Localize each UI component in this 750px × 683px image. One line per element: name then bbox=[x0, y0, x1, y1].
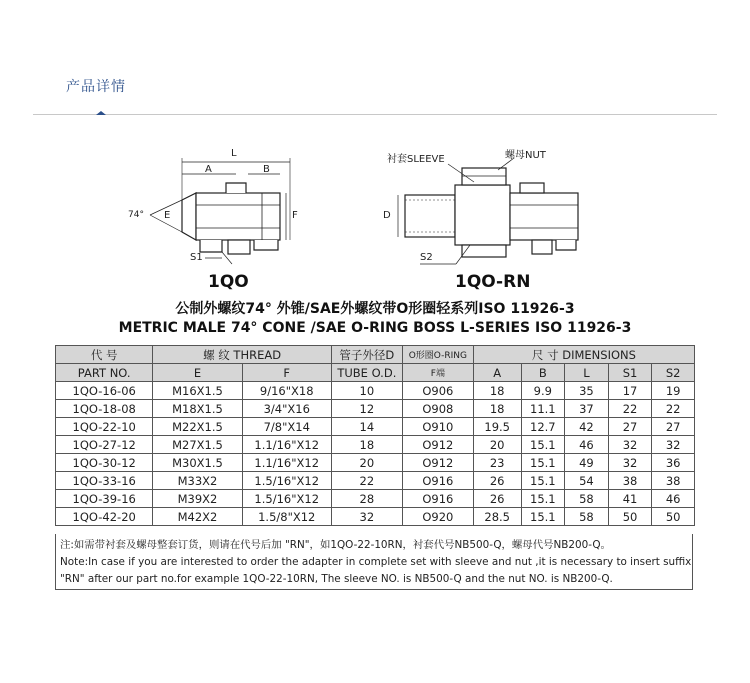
cell-dim-l: 42 bbox=[565, 418, 609, 436]
cell-dim-a: 26 bbox=[473, 490, 521, 508]
fitting-drawings bbox=[0, 140, 750, 290]
order-note bbox=[55, 534, 693, 590]
cell-dim-b: 12.7 bbox=[521, 418, 565, 436]
cell-thread-e: M33X2 bbox=[153, 472, 242, 490]
table-row bbox=[56, 508, 695, 526]
cell-part-no: 1QO-22-10 bbox=[56, 418, 153, 436]
header-l: L bbox=[565, 364, 609, 382]
nut-label: 螺母NUT bbox=[505, 150, 546, 161]
section-title: 产品详情 bbox=[66, 79, 126, 95]
cell-dim-b: 15.1 bbox=[521, 490, 565, 508]
cell-thread-e: M22X1.5 bbox=[153, 418, 242, 436]
cell-oring: O910 bbox=[402, 418, 473, 436]
cell-part-no: 1QO-33-16 bbox=[56, 472, 153, 490]
cell-tube-od: 20 bbox=[331, 454, 402, 472]
header-b: B bbox=[521, 364, 565, 382]
cell-dim-l: 35 bbox=[565, 382, 609, 400]
cell-oring: O908 bbox=[402, 400, 473, 418]
cell-dim-s1: 17 bbox=[608, 382, 652, 400]
cell-part-no: 1QO-16-06 bbox=[56, 382, 153, 400]
dim-f-label: F bbox=[292, 210, 298, 221]
cell-dim-s1: 41 bbox=[608, 490, 652, 508]
header-oring: O形圈O-RING bbox=[402, 346, 473, 364]
cell-dim-a: 18 bbox=[473, 382, 521, 400]
cell-tube-od: 32 bbox=[331, 508, 402, 526]
cell-dim-s2: 19 bbox=[652, 382, 695, 400]
cell-dim-b: 15.1 bbox=[521, 472, 565, 490]
cell-dim-s2: 46 bbox=[652, 490, 695, 508]
drawing-1qo-name: 1QO bbox=[208, 272, 249, 292]
cell-dim-a: 26 bbox=[473, 472, 521, 490]
cell-dim-a: 19.5 bbox=[473, 418, 521, 436]
cell-thread-f: 9/16"X18 bbox=[242, 382, 331, 400]
cell-tube-od: 22 bbox=[331, 472, 402, 490]
spec-title-cn: 公制外螺纹74° 外锥/SAE外螺纹带O形圈轻系列ISO 11926-3 bbox=[175, 301, 575, 317]
cell-dim-s1: 27 bbox=[608, 418, 652, 436]
dim-e-label: E bbox=[164, 210, 171, 221]
cell-thread-e: M30X1.5 bbox=[153, 454, 242, 472]
cell-dim-s1: 32 bbox=[608, 436, 652, 454]
cell-dim-s2: 27 bbox=[652, 418, 695, 436]
cell-part-no: 1QO-27-12 bbox=[56, 436, 153, 454]
header-code: 代 号 bbox=[56, 346, 153, 364]
cell-dim-b: 15.1 bbox=[521, 454, 565, 472]
cell-dim-l: 54 bbox=[565, 472, 609, 490]
table-group-header-row bbox=[56, 346, 695, 364]
cell-oring: O920 bbox=[402, 508, 473, 526]
cell-thread-f: 1.1/16"X12 bbox=[242, 436, 331, 454]
cell-dim-b: 15.1 bbox=[521, 508, 565, 526]
cell-thread-e: M42X2 bbox=[153, 508, 242, 526]
cell-tube-od: 14 bbox=[331, 418, 402, 436]
cell-dim-s1: 38 bbox=[608, 472, 652, 490]
cell-dim-s1: 32 bbox=[608, 454, 652, 472]
header-tube: 管子外径D bbox=[331, 346, 402, 364]
cell-thread-f: 7/8"X14 bbox=[242, 418, 331, 436]
header-e: E bbox=[153, 364, 242, 382]
table-row bbox=[56, 454, 695, 472]
cell-thread-e: M16X1.5 bbox=[153, 382, 242, 400]
header-s1: S1 bbox=[608, 364, 652, 382]
header-f: F bbox=[242, 364, 331, 382]
cell-dim-a: 23 bbox=[473, 454, 521, 472]
header-s2: S2 bbox=[652, 364, 695, 382]
cell-tube-od: 28 bbox=[331, 490, 402, 508]
sleeve-label: 衬套SLEEVE bbox=[387, 154, 445, 165]
cell-thread-f: 1.5/16"X12 bbox=[242, 472, 331, 490]
table-row bbox=[56, 382, 695, 400]
cell-dim-a: 20 bbox=[473, 436, 521, 454]
note-line-cn: 注:如需带衬套及螺母整套订货，则请在代号后加 "RN"，如1QO-22-10RN，衬套代号NB500-Q，螺母代号NB200-Q。 bbox=[60, 539, 611, 551]
cell-dim-l: 37 bbox=[565, 400, 609, 418]
fitting-1qo-rn-drawing bbox=[398, 158, 578, 264]
cell-dim-l: 58 bbox=[565, 490, 609, 508]
cell-dim-s2: 22 bbox=[652, 400, 695, 418]
table-row bbox=[56, 400, 695, 418]
cell-dim-s2: 36 bbox=[652, 454, 695, 472]
cell-dim-s1: 50 bbox=[608, 508, 652, 526]
cell-dim-s2: 32 bbox=[652, 436, 695, 454]
header-part-no: PART NO. bbox=[56, 364, 153, 382]
dim-l-label: L bbox=[231, 148, 237, 159]
cell-oring: O916 bbox=[402, 490, 473, 508]
header-tube-od: TUBE O.D. bbox=[331, 364, 402, 382]
dim-s2-label: S2 bbox=[420, 252, 433, 263]
cell-part-no: 1QO-39-16 bbox=[56, 490, 153, 508]
header-dimensions: 尺 寸 DIMENSIONS bbox=[473, 346, 694, 364]
cell-oring: O912 bbox=[402, 436, 473, 454]
table-row bbox=[56, 436, 695, 454]
cell-thread-e: M18X1.5 bbox=[153, 400, 242, 418]
cell-dim-s2: 38 bbox=[652, 472, 695, 490]
cell-thread-f: 1.5/16"X12 bbox=[242, 490, 331, 508]
cell-dim-a: 18 bbox=[473, 400, 521, 418]
cell-dim-l: 46 bbox=[565, 436, 609, 454]
dim-d-label: D bbox=[383, 210, 391, 221]
table-row bbox=[56, 490, 695, 508]
cell-dim-l: 49 bbox=[565, 454, 609, 472]
cell-oring: O912 bbox=[402, 454, 473, 472]
cell-dim-b: 9.9 bbox=[521, 382, 565, 400]
cell-part-no: 1QO-18-08 bbox=[56, 400, 153, 418]
header-thread: 螺 纹 THREAD bbox=[153, 346, 332, 364]
cell-thread-f: 1.1/16"X12 bbox=[242, 454, 331, 472]
table-row bbox=[56, 472, 695, 490]
header-a: A bbox=[473, 364, 521, 382]
table-row bbox=[56, 418, 695, 436]
table-sub-header-row bbox=[56, 364, 695, 382]
cell-thread-e: M39X2 bbox=[153, 490, 242, 508]
header-f-end: F端 bbox=[402, 364, 473, 382]
dim-angle-label: 74° bbox=[128, 210, 144, 220]
dim-b-label: B bbox=[263, 164, 270, 175]
note-line-en-1: Note:In case if you are interested to order the adapter in complete set with sleeve and nut ,it is necessary to insert suffix bbox=[60, 556, 692, 568]
cell-oring: O906 bbox=[402, 382, 473, 400]
cell-thread-e: M27X1.5 bbox=[153, 436, 242, 454]
cell-tube-od: 10 bbox=[331, 382, 402, 400]
cell-part-no: 1QO-42-20 bbox=[56, 508, 153, 526]
header-marker bbox=[96, 111, 106, 115]
spec-table bbox=[55, 345, 695, 526]
cell-thread-f: 3/4"X16 bbox=[242, 400, 331, 418]
cell-dim-s2: 50 bbox=[652, 508, 695, 526]
cell-dim-s1: 22 bbox=[608, 400, 652, 418]
note-line-en-2: "RN" after our part no.for example 1QO-22-10RN, The sleeve NO. is NB500-Q and the nut NO. is NB200-Q. bbox=[60, 573, 613, 585]
cell-dim-b: 15.1 bbox=[521, 436, 565, 454]
cell-dim-b: 11.1 bbox=[521, 400, 565, 418]
dim-a-label: A bbox=[205, 164, 212, 175]
cell-dim-l: 58 bbox=[565, 508, 609, 526]
dim-s1-label: S1 bbox=[190, 252, 203, 263]
cell-tube-od: 18 bbox=[331, 436, 402, 454]
cell-dim-a: 28.5 bbox=[473, 508, 521, 526]
spec-title-en: METRIC MALE 74° CONE /SAE O-RING BOSS L-SERIES ISO 11926-3 bbox=[118, 320, 632, 336]
cell-thread-f: 1.5/8"X12 bbox=[242, 508, 331, 526]
drawing-1qo-rn-name: 1QO-RN bbox=[455, 272, 531, 292]
cell-tube-od: 12 bbox=[331, 400, 402, 418]
cell-part-no: 1QO-30-12 bbox=[56, 454, 153, 472]
cell-oring: O916 bbox=[402, 472, 473, 490]
header-divider bbox=[33, 114, 717, 115]
